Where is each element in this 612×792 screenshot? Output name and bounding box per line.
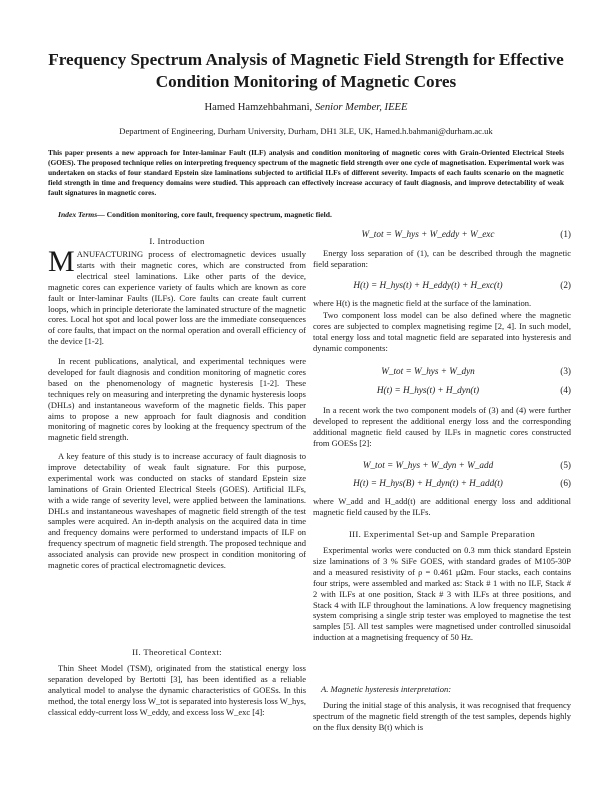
equation-3-expr: W_tot = W_hys + W_dyn bbox=[381, 366, 475, 376]
right-paragraph-3: Two component loss model can be also defined where the magnetic cores are subjected to complex magnetising regime [2, 4]. In such model, total energy loss and total magnetic field are separated into hysteresis and dynamic components: bbox=[313, 310, 571, 353]
equation-6-number: (6) bbox=[560, 478, 571, 488]
section-3-heading: III. Experimental Set-up and Sample Preparation bbox=[348, 529, 536, 539]
equation-5-expr: W_tot = W_hys + W_dyn + W_add bbox=[362, 460, 494, 470]
right-paragraph-7: During the initial stage of this analysis, it was recognised that frequency spectrum of the magnetic field strength of the test samples, depends highly on the flux density B(t) which is bbox=[313, 700, 571, 732]
author-line bbox=[40, 101, 572, 114]
equation-1-number: (1) bbox=[560, 229, 571, 239]
intro-paragraph-1 bbox=[48, 245, 306, 347]
paper-title bbox=[40, 49, 572, 93]
author-name: Hamed Hamzehbahmani, bbox=[204, 102, 313, 113]
equation-4 bbox=[313, 385, 571, 398]
equation-4-number: (4) bbox=[560, 385, 571, 395]
index-terms bbox=[58, 210, 564, 220]
equation-6-expr: H(t) = H_hys(B) + H_dyn(t) + H_add(t) bbox=[353, 478, 503, 488]
equation-3-number: (3) bbox=[560, 366, 571, 376]
equation-6 bbox=[313, 478, 571, 491]
equation-5 bbox=[313, 460, 571, 473]
equation-5-number: (5) bbox=[560, 460, 571, 470]
intro-paragraph-2: In recent publications, analytical, and experimental techniques were developed for fault diagnosis and condition monitoring of magnetic cores based on the phenomenology of magnetic hysteresis [1-2]. These techniques rely on measuring and interpreting the dynamic hysteresis loops (DHLs) and instantaneous waveform of the magnetic fields. This paper aims to propose a new approach for fault diagnosis and condition monitoring of magnetic cores by looking at the frequency spectrum of the magnetic field strength. bbox=[48, 356, 306, 443]
right-paragraph-6: Experimental works were conducted on 0.3 mm thick standard Epstein size laminations of 3 % SiFe GOES, with standard grades of M105-30P and a measured resistivity of ρ = 0.461 μΩm. Four stacks, each contains four strips, were assembled and marked as: Stack # 1 with no ILF, Stack # 2 with ILFs at one position, Stack # 3 with ILFs at three positions, and Stack 4 with ILF throughout the laminations. A low frequency magnetising system comprising a single strip tester was employed to magnetise the test samples [5]. All test samples were magnetised under controlled sinusoidal induction at a magnetising frequency of 50 Hz. bbox=[313, 545, 571, 643]
right-paragraph-2: where H(t) is the magnetic field at the surface of the lamination. bbox=[313, 298, 532, 308]
affiliation: Department of Engineering, Durham University, Durham, DH1 3LE, UK, Hamed.h.bahmani@durham.ac.uk bbox=[119, 126, 493, 136]
theory-paragraph-1: Thin Sheet Model (TSM), originated from the statistical energy loss separation developed by Bertotti [3], has been identified as a reliable analytical model to analyse the dynamic characteristics of GOESs. In this method, the total energy loss W_tot is separated into hysteresis loss W_hys, classical eddy-current loss W_eddy, and excess loss W_exc [4]: bbox=[48, 663, 306, 717]
intro-paragraph-1-text: ANUFACTURING process of electromagnetic devices usually starts with their magnetic cores, which are constructed from electrical steel laminations. Like other parts of the device, magnetic cores can experience variety of faults which are known as core fault or Inter-laminar Faults (ILFs). Core faults can create fault current loops, which in principle deteriorate the laminated structure of the magnetic cores. Local hot spot and local power loss are the immediate consequences of core faults, that impact on the normal operation and overall efficiency of the device [1-2]. bbox=[48, 249, 306, 347]
index-terms-label: Index Terms bbox=[58, 210, 98, 219]
author-role: Senior Member, IEEE bbox=[314, 102, 408, 113]
equation-3 bbox=[313, 366, 571, 379]
intro-paragraph-3: A key feature of this study is to increase accuracy of fault diagnosis to improve detectability of weak fault signature. For this purpose, experimental work was conducted on stacks of standard Epstein size laminations of Grain Oriented Electrical Steels (GOES). Artificial ILFs, with a wide range of severity level, were applied between the laminations. DHLs and instantaneous waveshapes of magnetic field strength of the test samples were acquired. An in-depth analysis on the acquired data in time and frequency domains were performed to understand impacts of ILF on frequency spectrum of magnetic field strength. The proposed technique and associated analysis can provide new prospect in condition monitoring of magnetic cores of practical electromagnetic devices. bbox=[48, 451, 306, 571]
title-line-1: Frequency Spectrum Analysis of Magnetic Field Strength for Effective bbox=[48, 50, 564, 69]
subsection-a-heading: A. Magnetic hysteresis interpretation: bbox=[321, 684, 452, 694]
equation-4-expr: H(t) = H_hys(t) + H_dyn(t) bbox=[376, 385, 480, 395]
title-line-2: Condition Monitoring of Magnetic Cores bbox=[155, 72, 457, 91]
abstract: This paper presents a new approach for Inter-laminar Fault (ILF) analysis and condition monitoring of magnetic cores with Grain-Oriented Electrical Steels (GOES). The proposed technique relies on interpreting frequency spectrum of the magnetic field strength over one cycle of magnetisation. Experimental work was undertaken on stacks of four standard Epstein size laminations subjected to artificial ILFs of different severity. Impacts of each faults scenario on the magnetic field strength in time and frequency domains were studied. This approach can effectively increase accuracy of fault diagnosis, and improve detectability of weak fault signatures in magnetic cores. bbox=[48, 148, 564, 198]
drop-cap: M bbox=[48, 245, 75, 278]
equation-2-number: (2) bbox=[560, 280, 571, 290]
section-1-heading: I. Introduction bbox=[149, 236, 205, 246]
index-terms-text: — Condition monitoring, core fault, frequency spectrum, magnetic field. bbox=[97, 210, 332, 219]
equation-1-expr: W_tot = W_hys + W_eddy + W_exc bbox=[361, 229, 495, 239]
equation-2-expr: H(t) = H_hys(t) + H_eddy(t) + H_exc(t) bbox=[353, 280, 503, 290]
equation-2 bbox=[313, 280, 571, 293]
right-paragraph-5: where W_add and H_add(t) are additional energy loss and additional magnetic field caused by the ILFs. bbox=[313, 496, 571, 517]
right-paragraph-4: In a recent work the two component models of (3) and (4) were further developed to represent the additional energy loss and the corresponding additional magnetic field caused by ILFs in magnetic cores constructed from GOESs [2]: bbox=[313, 405, 571, 448]
right-paragraph-1: Energy loss separation of (1), can be described through the magnetic field separation: bbox=[313, 248, 571, 269]
section-2-heading: II. Theoretical Context: bbox=[132, 647, 222, 657]
equation-1 bbox=[313, 229, 571, 242]
